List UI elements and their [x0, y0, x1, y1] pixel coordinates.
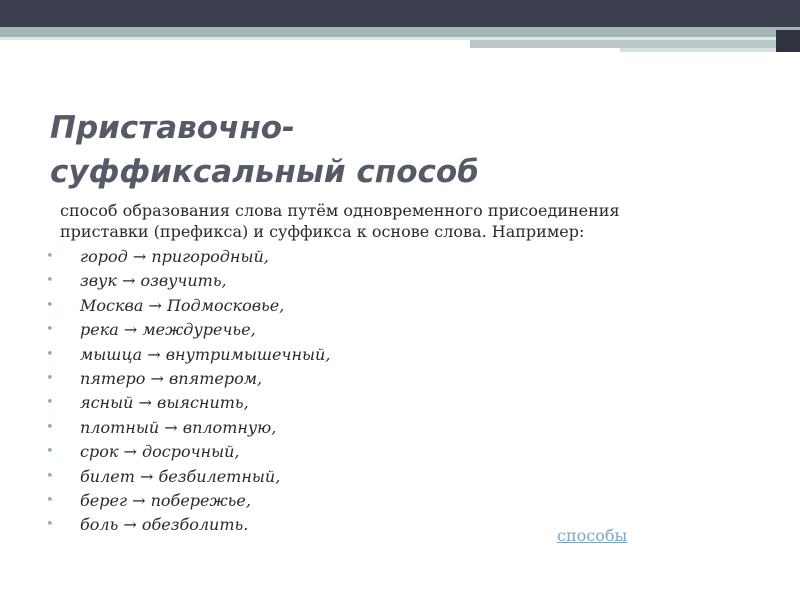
list-item	[44, 245, 544, 269]
example-text: город → пригородный,	[80, 247, 269, 266]
example-text: мышца → внутримышечный,	[80, 344, 331, 364]
example-text: боль → обезболить.	[80, 515, 249, 535]
header-band	[0, 0, 800, 27]
bullet-icon: •	[46, 297, 54, 313]
slide-title-line-2: суффиксальный способ	[50, 154, 479, 190]
bullet-icon: •	[46, 249, 54, 264]
accent-stripe-edge	[620, 48, 800, 52]
definition-text	[60, 200, 740, 242]
example-text: звук → озвучить,	[80, 271, 227, 291]
definition-line-2: приставки (префикса) и суффикса к основе слова. Например:	[60, 222, 585, 241]
list-item	[44, 391, 544, 415]
corner-block	[776, 30, 800, 52]
definition-line-1: способ образования слова путём одновременного присоединения	[60, 201, 620, 220]
list-item	[44, 294, 544, 318]
list-item	[44, 416, 544, 440]
example-text: река → междуречье,	[80, 320, 256, 340]
bullet-icon: •	[46, 444, 54, 460]
bullet-icon: •	[46, 419, 54, 435]
accent-stripe	[0, 27, 800, 37]
methods-link[interactable]: способы	[557, 526, 628, 545]
list-item	[44, 440, 544, 464]
examples-list	[44, 245, 544, 538]
bullet-icon: •	[46, 370, 54, 386]
example-text: плотный → вплотную,	[80, 417, 277, 437]
bullet-icon: •	[46, 517, 54, 533]
example-text: Москва → Подмосковье,	[80, 295, 285, 315]
list-item	[44, 489, 544, 513]
bullet-icon: •	[46, 468, 54, 484]
bullet-icon: •	[46, 492, 54, 508]
bullet-icon: •	[46, 395, 54, 411]
list-item	[44, 318, 544, 342]
list-item	[44, 367, 544, 391]
slide-title-line-1: Приставочно-	[50, 110, 295, 146]
bullet-icon: •	[46, 322, 54, 338]
list-item	[44, 465, 544, 489]
list-item	[44, 513, 544, 537]
example-text: ясный → выяснить,	[80, 393, 249, 413]
list-item	[44, 343, 544, 367]
bullet-icon: •	[46, 346, 54, 362]
bullet-icon: •	[46, 273, 54, 289]
example-text: билет → безбилетный,	[80, 466, 281, 486]
list-item	[44, 269, 544, 293]
example-text: пятеро → впятером,	[80, 368, 263, 388]
example-text: берег → побережье,	[80, 490, 251, 510]
accent-stripe-short	[470, 40, 800, 48]
example-text: срок → досрочный,	[80, 442, 240, 462]
slide-title	[50, 106, 750, 194]
